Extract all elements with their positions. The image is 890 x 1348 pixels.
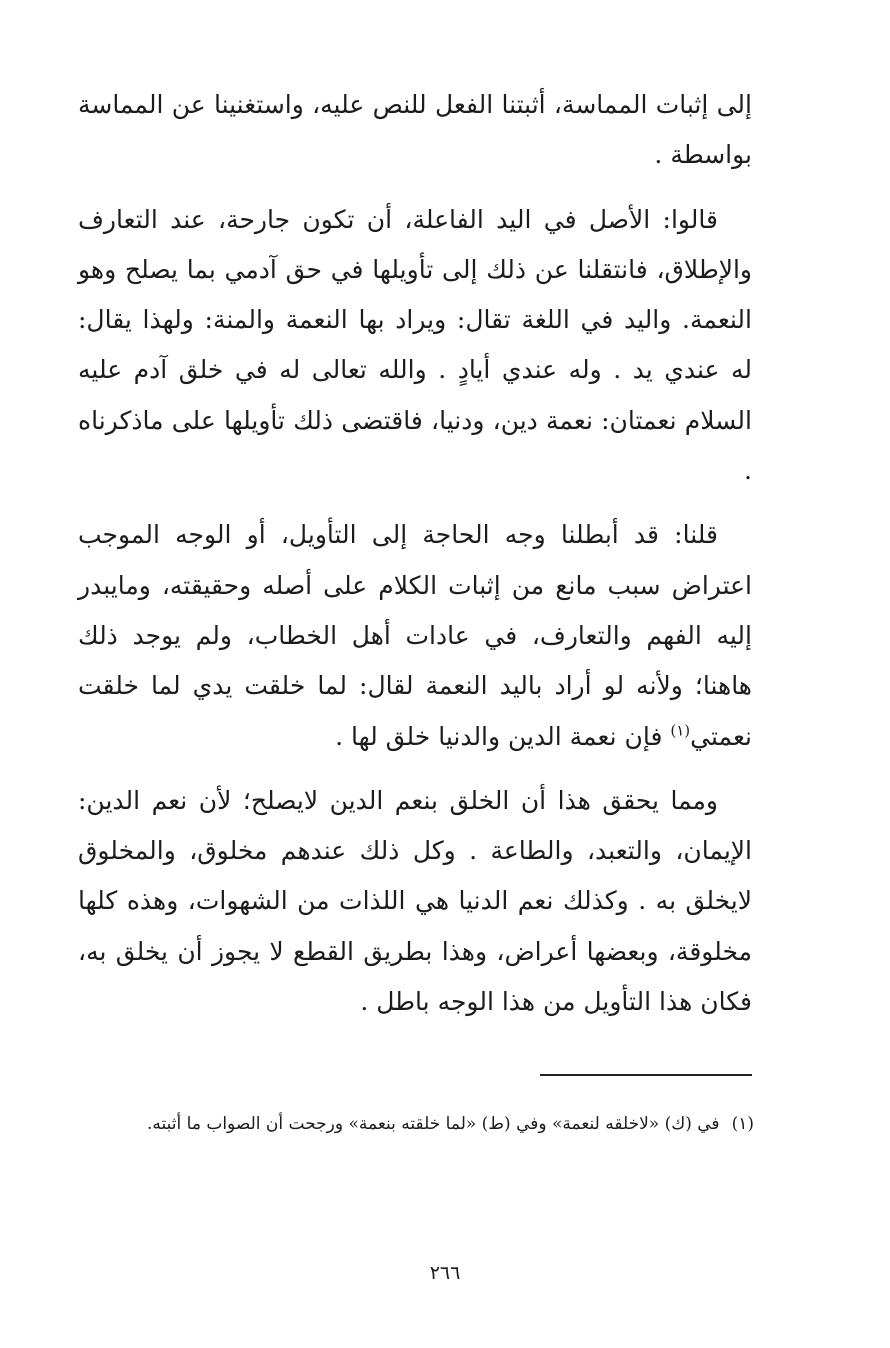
paragraph: قالوا: الأصل في اليد الفاعلة، أن تكون جارحة، عند التعارف والإطلاق، فانتقلنا عن ذلك إلى تأويلها في حق آدمي بما يصلح وهو النعمة. واليد في اللغة تقال: ويراد بها النعمة والمنة: ولهذا يقال: له عندي يد . وله عندي أيادٍ . والله تعالى له في خلق آدم عليه السلام نعمتان: نعمة دين، ودنيا، فاقتضى ذلك تأويلها على ماذكرناه . <box>78 204 752 486</box>
main-text <box>78 80 752 1041</box>
footnote-text: في (ك) «لاخلقه لنعمة» وفي (ط) «لما خلقته بنعمة» ورجحت أن الصواب ما أثبته. <box>147 1114 720 1134</box>
paragraph-text: قلنا: قد أبطلنا وجه الحاجة إلى التأويل، أو الوجه الموجب اعتراض سبب مانع من إثبات الكلام على أصله وحقيقته، ومايبدر إليه الفهم والتعارف، في عادات أهل الخطاب، ولم يوجد ذلك هاهنا؛ ولأنه لو أراد باليد النعمة لقال: لما خلقت يدي لما خلقت نعمتي <box>78 520 752 751</box>
paragraph: إلى إثبات المماسة، أثبتنا الفعل للنص عليه، واستغنينا عن المماسة بواسطة . <box>78 90 752 170</box>
footnote-separator <box>540 1074 752 1076</box>
paragraph <box>78 510 752 761</box>
paragraph-text: فإن نعمة الدين والدنيا خلق لها . <box>335 721 671 751</box>
paragraph: ومما يحقق هذا أن الخلق بنعم الدين لايصلح؛ لأن نعم الدين: الإيمان، والتعبد، والطاعة . وكل ذلك عندهم مخلوق، والمخلوق لايخلق به . وكذلك نعم الدنيا هي اللذات من الشهوات، وهذه كلها مخلوقة، وبعضها أعراض، وهذا بطريق القطع لا يجوز أن يخلق به، فكان هذا التأويل من هذا الوجه باطل . <box>78 785 752 1017</box>
footnote <box>82 1106 754 1142</box>
footnote-number: (١) <box>731 1114 754 1134</box>
footnote-reference[interactable]: (١) <box>670 721 691 740</box>
page-number: ٢٦٦ <box>429 1262 461 1284</box>
